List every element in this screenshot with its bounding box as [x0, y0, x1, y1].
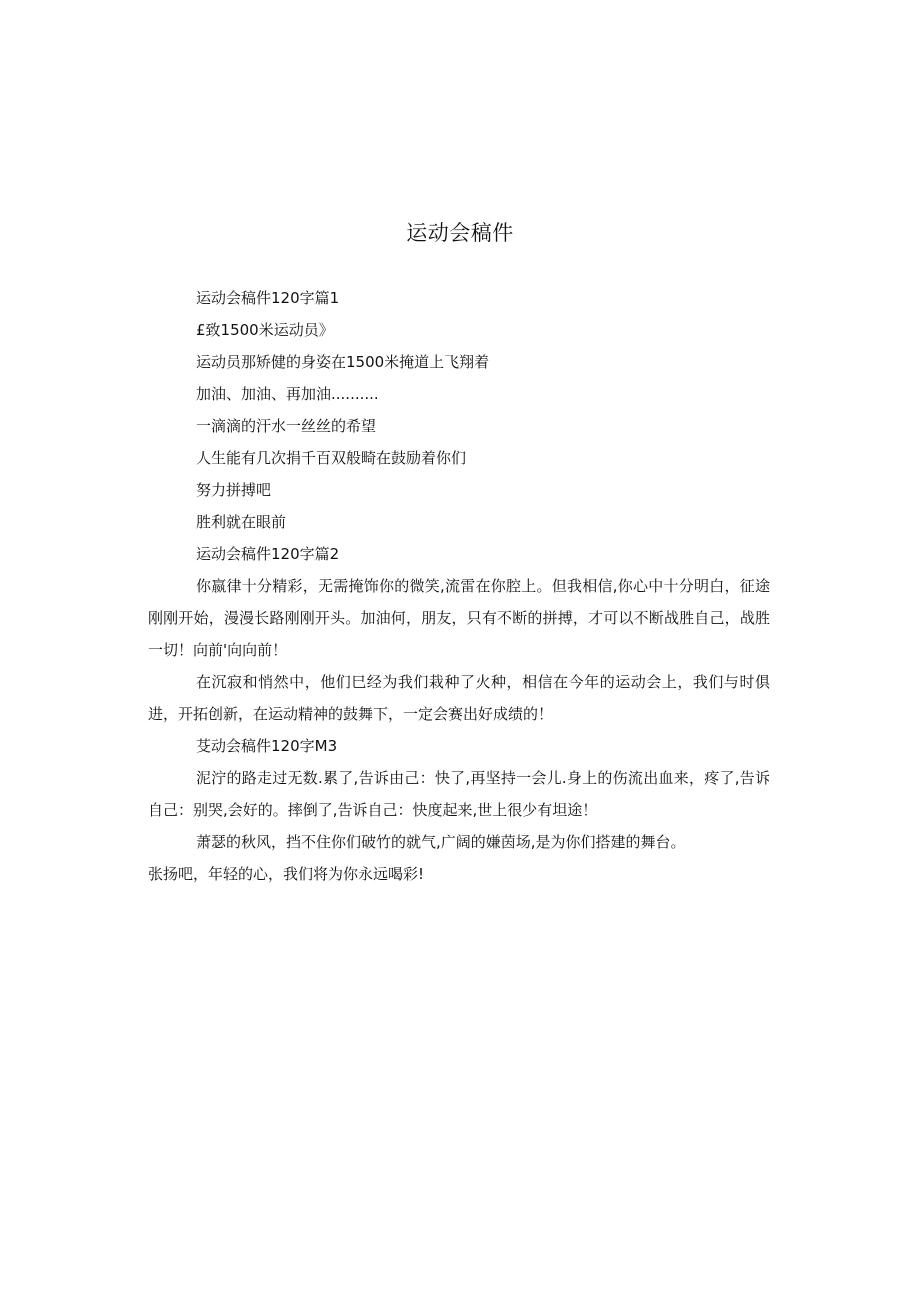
section-heading-2: 运动会稿件120字篇2 [196, 545, 340, 563]
document-title: 运动会稿件 [406, 221, 514, 245]
section-heading-1: 运动会稿件120字篇1 [196, 289, 340, 307]
document-body [148, 282, 770, 890]
section-heading-3: 芟动会稿件120字M3 [196, 737, 338, 755]
poem-line: 一滴滴的汗水一丝丝的希望 [196, 417, 377, 435]
poem-title: £致1500米运动员》 [196, 321, 334, 339]
poem-line: 人生能有几次捐千百双般畸在鼓励着你们 [196, 449, 467, 467]
body-paragraph: 泥泞的路走过无数.累了,告诉由己：快了,再坚持一会儿.身上的伤流出血来，疼了,告诉自己：别哭,会好的。摔倒了,告诉自己：快度起来,世上很少有坦途！ [148, 769, 770, 819]
poem-line: 运动员那矫健的身姿在1500米掩道上飞翔着 [196, 353, 490, 371]
body-paragraph: 萧瑟的秋风，挡不住你们破竹的就气,广阔的嫌茵场,是为你们搭建的舞台。 [196, 833, 686, 851]
poem-line: 胜利就在眼前 [196, 513, 287, 531]
body-paragraph: 在沉寂和悄然中，他们巳经为我们栽种了火种，相信在今年的运动会上，我们与时俱进，开拓创新，在运动精神的鼓舞下，一定会赛出好成绩的！ [148, 673, 770, 723]
body-paragraph: 你嬴律十分精彩，无需掩饰你的微笑,流雷在你腔上。但我相信,你心中十分明白，征途刚刚开始，漫漫长路刚刚开头。加油何，朋友，只有不断的拼搏，才可以不断战胜自己，战胜一切！向前'向向前！ [148, 577, 770, 659]
poem-line: 努力拼搏吧 [196, 481, 272, 499]
closing-line: 张扬吧，年轻的心，我们将为你永远喝彩! [148, 865, 425, 883]
poem-line: 加油、加油、再加油.......... [196, 385, 379, 403]
